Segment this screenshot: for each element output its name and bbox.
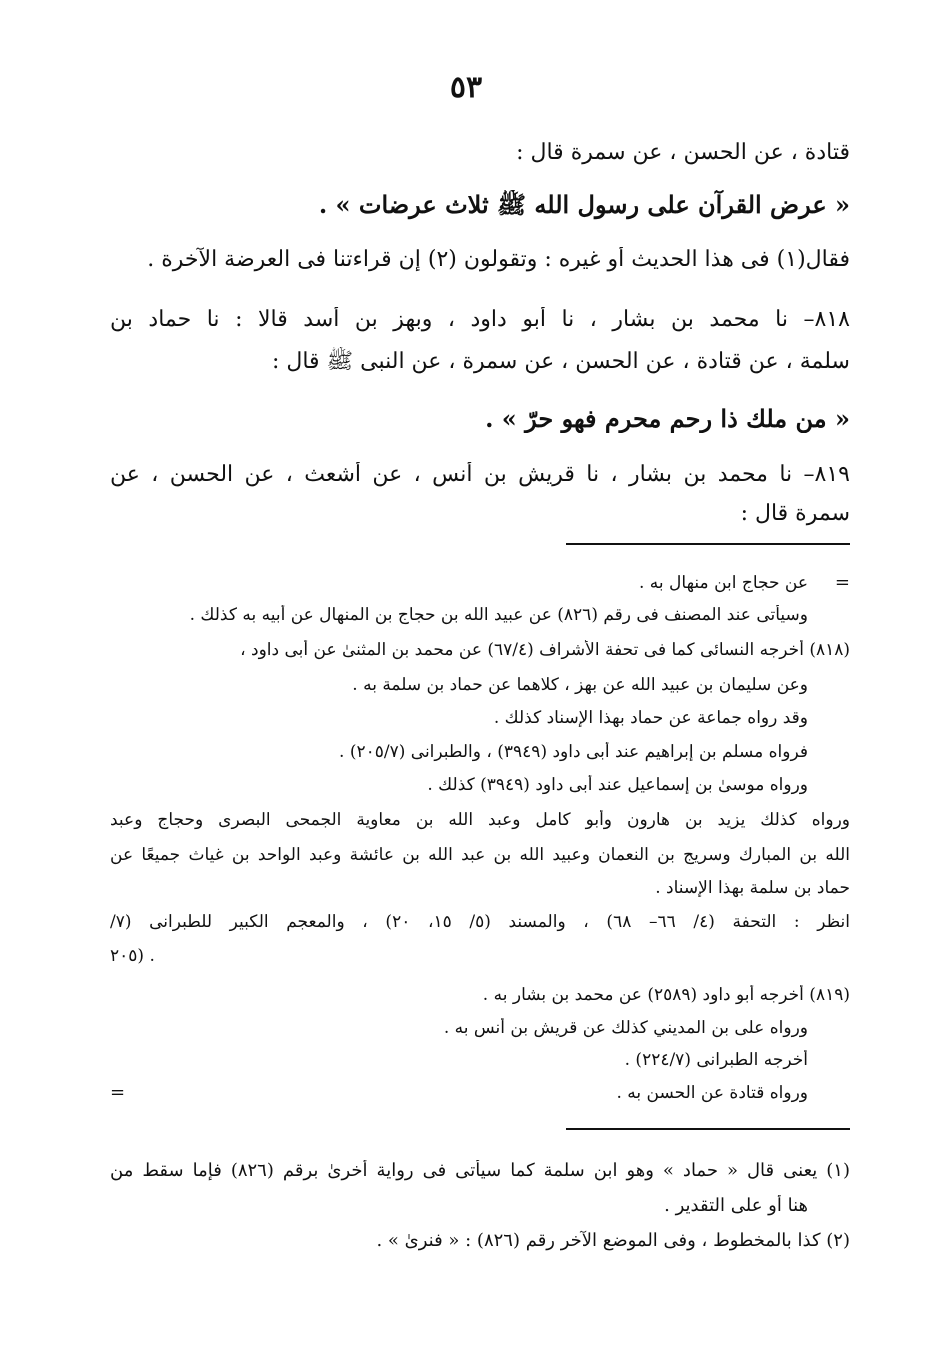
note-line: عن حجاج ابن منهال به . xyxy=(639,573,808,593)
hadith-text: « عرض القرآن على رسول الله ﷺ ثلاث عرضات » . xyxy=(318,190,850,219)
note-line: ورواه قتادة عن الحسن به . xyxy=(616,1083,808,1103)
continuation-marker: = xyxy=(834,572,850,593)
note-line: فرواه مسلم بن إبراهيم عند أبى داود (٣٩٤٩) ، والطبرانى (٢٠٥/٧) . xyxy=(339,742,808,762)
footnote-1: (١) يعنى قال « حماد » وهو ابن سلمة كما سيأتى فى رواية أخرىٰ برقم (٨٢٦) فإما سقط من xyxy=(110,1160,850,1181)
note-line: حماد بن سلمة بهذا الإسناد . xyxy=(655,878,850,898)
footnote-2: (٢) كذا بالمخطوط ، وفى الموضع الآخر رقم (٨٢٦) : « فنرىٰ » . xyxy=(376,1230,850,1251)
page-number: ٥٣ xyxy=(449,70,483,105)
note-line: وسيأتى عند المصنف فى رقم (٨٢٦) عن عبيد الله بن حجاج بن المنهال عن أبيه به كذلك . xyxy=(189,605,808,625)
note-line: الله بن المبارك وسريج بن النعمان وعبيد الله بن عبد الله بن عائشة وعبد الواحد بن غياث جميعًا عن xyxy=(110,845,850,865)
body-line: قتادة ، عن الحسن ، عن سمرة قال : xyxy=(516,140,850,165)
note-818: (٨١٨) أخرجه النسائى كما فى تحفة الأشراف (٦٧/٤) عن محمد بن المثنىٰ عن أبى داود ، xyxy=(240,640,850,660)
note-line: انظر : التحفة (٤/ ٦٦– ٦٨) ، والمسند (٥/ ١٥، ٢٠) ، والمعجم الكبير للطبرانى (٧/ xyxy=(110,912,850,932)
notes-separator xyxy=(566,543,850,545)
note-819: (٨١٩) أخرجه أبو داود (٢٥٨٩) عن محمد بن بشار به . xyxy=(482,985,850,1005)
note-line: ٢٠٥) . xyxy=(110,946,155,966)
footnote-line: هنا أو على التقدير . xyxy=(664,1195,808,1216)
footnotes-separator xyxy=(566,1128,850,1130)
body-line: فقال(١) فى هذا الحديث أو غيره : وتقولون (٢) إن قراءتنا فى العرضة الآخرة . xyxy=(147,247,850,272)
body-line: سمرة قال : xyxy=(740,501,850,526)
hadith-818-isnad: ٨١٨– نا محمد بن بشار ، نا أبو داود ، وبهز بن أسد قالا : نا حماد بن xyxy=(110,307,850,332)
note-line: وعن سليمان بن عبيد الله عن بهز ، كلاهما عن حماد بن سلمة به . xyxy=(352,675,808,695)
continuation-marker: = xyxy=(110,1082,126,1103)
hadith-text: « من ملك ذا رحم محرم فهو حرّ » . xyxy=(485,404,850,433)
note-line: ورواه على بن المديني كذلك عن قريش بن أنس به . xyxy=(443,1018,808,1038)
body-line: سلمة ، عن قتادة ، عن الحسن ، عن سمرة ، عن النبى ﷺ قال : xyxy=(271,349,850,374)
hadith-819-isnad: ٨١٩– نا محمد بن بشار ، نا قريش بن أنس ، عن أشعث ، عن الحسن ، عن xyxy=(110,462,850,487)
note-line: ورواه كذلك يزيد بن هارون وأبو كامل وعبد الله بن معاوية الجمحى البصرى وحجاج وعبد xyxy=(110,810,850,830)
note-line: أخرجه الطبرانى (٢٢٤/٧) . xyxy=(624,1050,808,1070)
note-line: وقد رواه جماعة عن حماد بهذا الإسناد كذلك . xyxy=(493,708,808,728)
note-line: ورواه موسىٰ بن إسماعيل عند أبى داود (٣٩٤٩) كذلك . xyxy=(427,775,808,795)
